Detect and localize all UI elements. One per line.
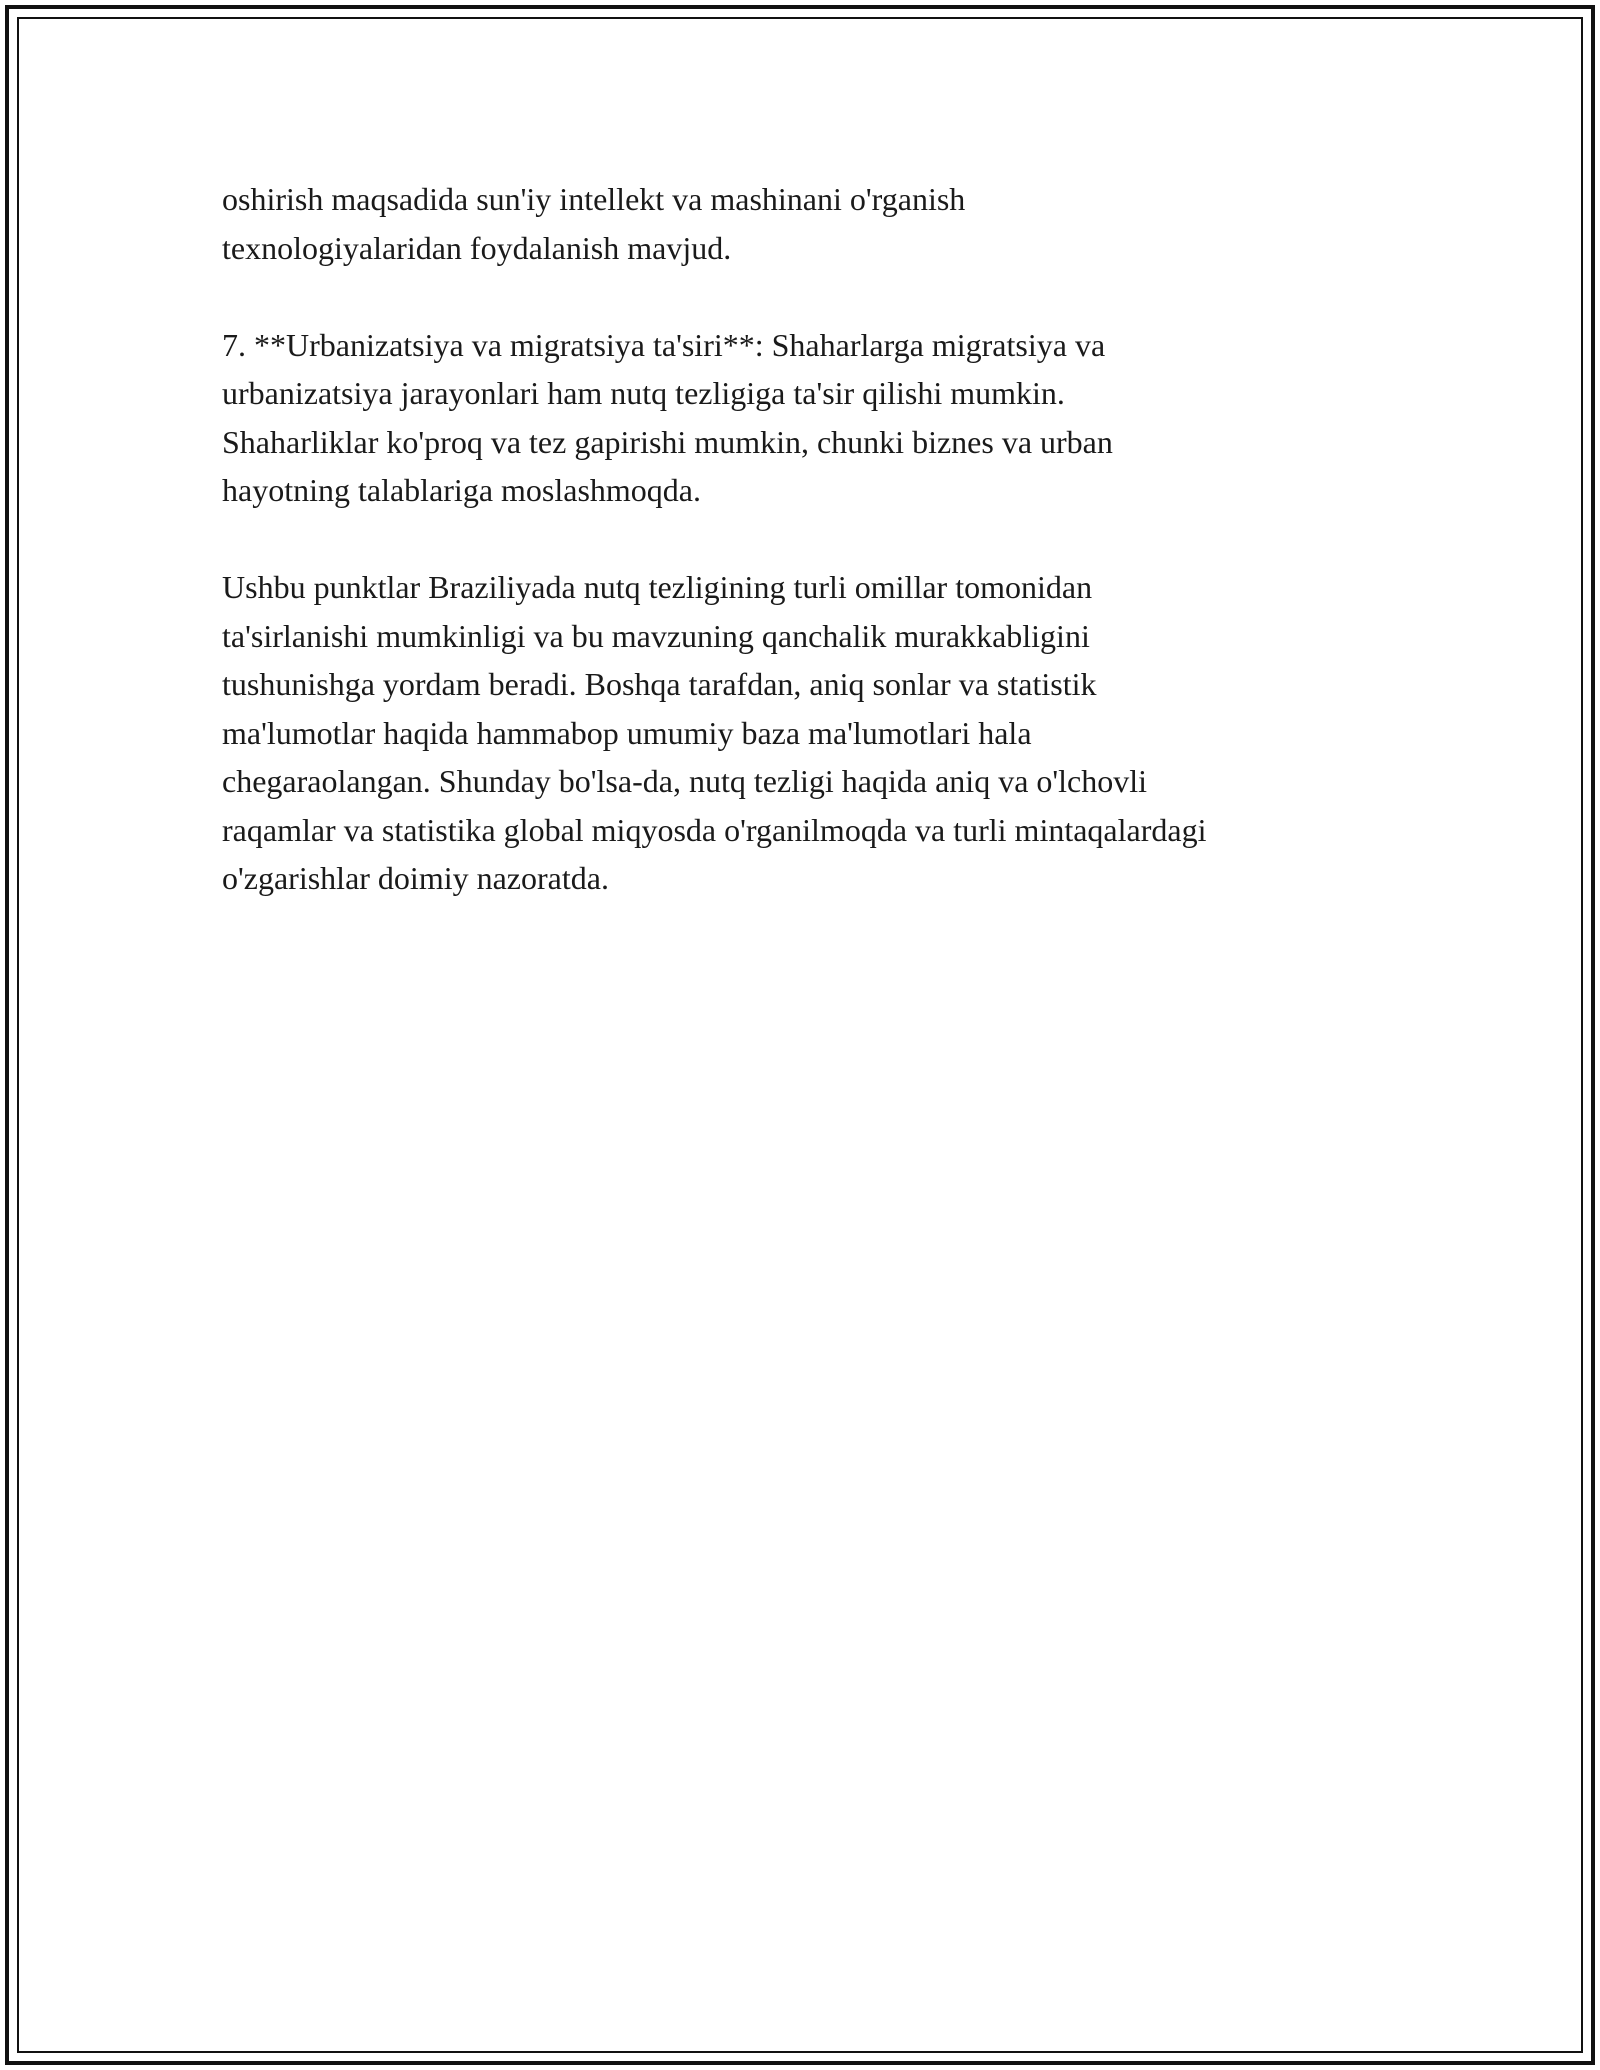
text-line: raqamlar va statistika global miqyosda o'rganilmoqda va turli mintaqalardagi — [222, 811, 1207, 848]
paragraph-conclusion — [222, 563, 1422, 903]
paragraph-item-7 — [222, 321, 1422, 515]
text-line: hayotning talablariga moslashmoqda. — [222, 472, 701, 508]
text-line: o'zgarishlar doimiy nazoratda. — [222, 860, 609, 896]
text-line: Ushbu punktlar Braziliyada nutq tezligining turli omillar tomonidan — [222, 569, 1093, 605]
text-line: chegaraolangan. Shunday bo'lsa-da, nutq tezligi haqida aniq va o'lchovli — [222, 763, 1148, 799]
text-line: oshirish maqsadida sun'iy intellekt va mashinani o'rganish — [222, 181, 966, 217]
text-line: ta'sirlanishi mumkinligi va bu mavzuning qanchalik murakkabligini — [222, 617, 1090, 654]
text-line: Shaharliklar ko'proq va tez gapirishi mumkin, chunki biznes va urban — [222, 423, 1113, 460]
paragraph-continuation — [222, 175, 1422, 272]
text-line: urbanizatsiya jarayonlari ham nutq tezligiga ta'sir qilishi mumkin. — [222, 375, 1065, 411]
text-line: ma'lumotlar haqida hammabop umumiy baza ma'lumotlari hala — [222, 714, 1032, 751]
document-body — [222, 175, 1422, 951]
text-line: tushunishga yordam beradi. Boshqa tarafdan, aniq sonlar va statistik — [222, 666, 1097, 702]
text-line: texnologiyalaridan foydalanish mavjud. — [222, 229, 732, 266]
text-line: 7. **Urbanizatsiya va migratsiya ta'siri**: Shaharlarga migratsiya va — [222, 326, 1106, 363]
